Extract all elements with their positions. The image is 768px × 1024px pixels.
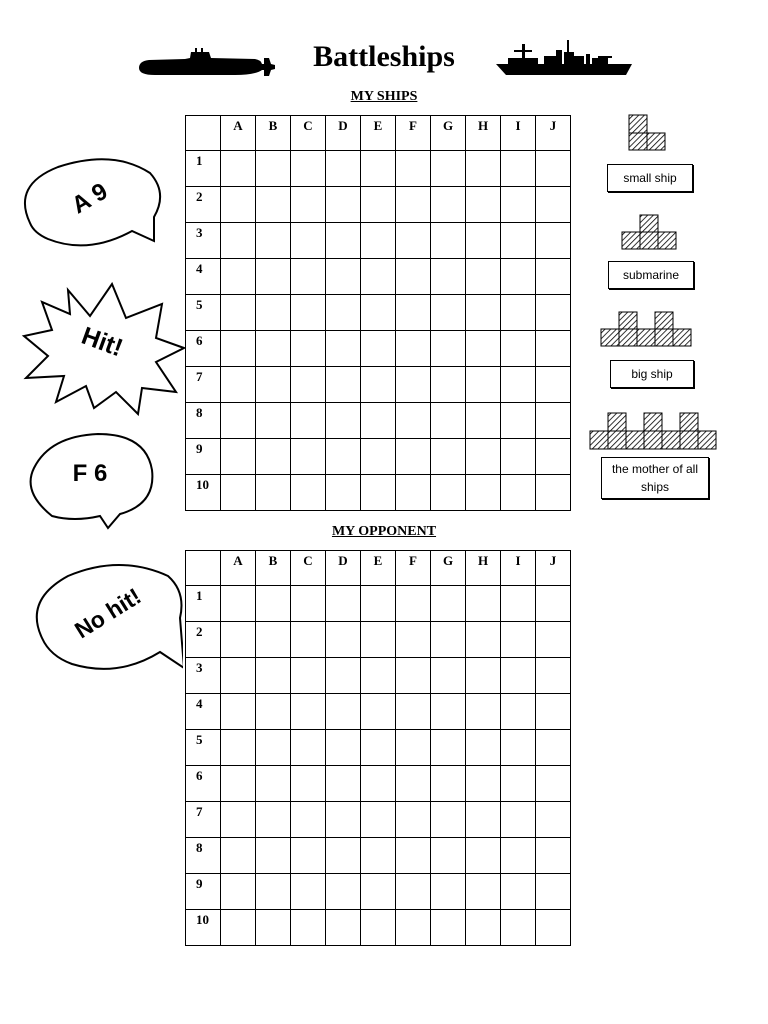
grid-cell-f3[interactable] xyxy=(396,658,431,694)
grid-cell-g2[interactable] xyxy=(431,622,466,658)
grid-cell-e8[interactable] xyxy=(361,838,396,874)
grid-cell-j4[interactable] xyxy=(536,259,571,295)
speech-bubble-f6-text: F 6 xyxy=(72,460,108,487)
grid-cell-a5[interactable] xyxy=(221,295,256,331)
grid-cell-c8[interactable] xyxy=(291,838,326,874)
grid-cell-a7[interactable] xyxy=(221,367,256,403)
starburst-hit-text: Hit! xyxy=(77,321,127,363)
grid-cell-d5[interactable] xyxy=(326,295,361,331)
grid-cell-g3[interactable] xyxy=(431,658,466,694)
grid-cell-c1[interactable] xyxy=(291,586,326,622)
grid-cell-j10[interactable] xyxy=(536,910,571,946)
grid-cell-j5[interactable] xyxy=(536,295,571,331)
grid-cell-i8[interactable] xyxy=(501,403,536,439)
grid-cell-i7[interactable] xyxy=(501,367,536,403)
grid-cell-e5[interactable] xyxy=(361,730,396,766)
grid-cell-a4[interactable] xyxy=(221,694,256,730)
row-header-10: 10 xyxy=(186,475,221,511)
row-header-9: 9 xyxy=(186,874,221,910)
row-header-8: 8 xyxy=(186,838,221,874)
grid-cell-d8[interactable] xyxy=(326,403,361,439)
grid-cell-j3[interactable] xyxy=(536,223,571,259)
grid-cell-c2[interactable] xyxy=(291,187,326,223)
grid-cell-g9[interactable] xyxy=(431,439,466,475)
column-header-a: A xyxy=(221,116,256,151)
grid-cell-g10[interactable] xyxy=(431,910,466,946)
grid-cell-f7[interactable] xyxy=(396,367,431,403)
grid-cell-g8[interactable] xyxy=(431,403,466,439)
warship-icon xyxy=(494,38,634,78)
row-header-5: 5 xyxy=(186,295,221,331)
row-header-2: 2 xyxy=(186,187,221,223)
grid-cell-d1[interactable] xyxy=(326,586,361,622)
grid-cell-b8[interactable] xyxy=(256,838,291,874)
grid-cell-h3[interactable] xyxy=(466,223,501,259)
grid-cell-f5[interactable] xyxy=(396,295,431,331)
grid-corner-cell xyxy=(186,116,221,151)
grid-cell-i4[interactable] xyxy=(501,694,536,730)
my-opponent-grid xyxy=(185,550,571,946)
grid-cell-a3[interactable] xyxy=(221,658,256,694)
grid-cell-i2[interactable] xyxy=(501,622,536,658)
grid-cell-i5[interactable] xyxy=(501,730,536,766)
grid-cell-a6[interactable] xyxy=(221,331,256,367)
grid-cell-g7[interactable] xyxy=(431,367,466,403)
grid-cell-h6[interactable] xyxy=(466,331,501,367)
grid-cell-h4[interactable] xyxy=(466,259,501,295)
grid-cell-c10[interactable] xyxy=(291,910,326,946)
grid-cell-b5[interactable] xyxy=(256,295,291,331)
grid-cell-d8[interactable] xyxy=(326,838,361,874)
grid-cell-h8[interactable] xyxy=(466,403,501,439)
grid-cell-h10[interactable] xyxy=(466,475,501,511)
grid-cell-f5[interactable] xyxy=(396,730,431,766)
grid-cell-f2[interactable] xyxy=(396,622,431,658)
grid-cell-i6[interactable] xyxy=(501,331,536,367)
grid-cell-d3[interactable] xyxy=(326,223,361,259)
grid-cell-d3[interactable] xyxy=(326,658,361,694)
grid-cell-a9[interactable] xyxy=(221,439,256,475)
grid-cell-c9[interactable] xyxy=(291,439,326,475)
grid-cell-e10[interactable] xyxy=(361,475,396,511)
grid-cell-j7[interactable] xyxy=(536,802,571,838)
grid-cell-h4[interactable] xyxy=(466,694,501,730)
grid-cell-h3[interactable] xyxy=(466,658,501,694)
grid-cell-i7[interactable] xyxy=(501,802,536,838)
row-header-3: 3 xyxy=(186,658,221,694)
grid-cell-b9[interactable] xyxy=(256,439,291,475)
grid-cell-h2[interactable] xyxy=(466,622,501,658)
grid-cell-a10[interactable] xyxy=(221,910,256,946)
grid-cell-h1[interactable] xyxy=(466,586,501,622)
column-header-h: H xyxy=(466,551,501,586)
column-header-j: J xyxy=(536,116,571,151)
row-header-8: 8 xyxy=(186,403,221,439)
my-ships-title: MY SHIPS xyxy=(350,89,418,104)
grid-cell-c10[interactable] xyxy=(291,475,326,511)
column-header-j: J xyxy=(536,551,571,586)
grid-cell-b2[interactable] xyxy=(256,622,291,658)
grid-cell-j6[interactable] xyxy=(536,331,571,367)
legend-small-ship: small ship xyxy=(607,164,693,192)
submarine-shape-icon xyxy=(620,214,680,252)
grid-cell-b7[interactable] xyxy=(256,367,291,403)
grid-cell-g10[interactable] xyxy=(431,475,466,511)
column-header-d: D xyxy=(326,116,361,151)
grid-cell-j6[interactable] xyxy=(536,766,571,802)
grid-cell-d4[interactable] xyxy=(326,694,361,730)
grid-cell-h7[interactable] xyxy=(466,367,501,403)
grid-cell-g6[interactable] xyxy=(431,331,466,367)
page-title: Battleships xyxy=(313,40,455,73)
grid-cell-i1[interactable] xyxy=(501,151,536,187)
grid-cell-b6[interactable] xyxy=(256,766,291,802)
grid-cell-d7[interactable] xyxy=(326,802,361,838)
my-ships-grid xyxy=(185,115,571,511)
grid-cell-j2[interactable] xyxy=(536,187,571,223)
grid-cell-g1[interactable] xyxy=(431,151,466,187)
grid-cell-d10[interactable] xyxy=(326,475,361,511)
grid-cell-h1[interactable] xyxy=(466,151,501,187)
grid-cell-d2[interactable] xyxy=(326,622,361,658)
grid-cell-c2[interactable] xyxy=(291,622,326,658)
column-header-h: H xyxy=(466,116,501,151)
speech-bubble-no-hit-text: No hit! xyxy=(69,582,146,644)
small-ship-icon xyxy=(628,114,668,152)
grid-cell-g3[interactable] xyxy=(431,223,466,259)
grid-cell-i6[interactable] xyxy=(501,766,536,802)
grid-cell-e6[interactable] xyxy=(361,331,396,367)
grid-cell-g9[interactable] xyxy=(431,874,466,910)
grid-cell-f1[interactable] xyxy=(396,151,431,187)
mother-ship-icon xyxy=(589,412,721,452)
grid-cell-f10[interactable] xyxy=(396,475,431,511)
grid-cell-h6[interactable] xyxy=(466,766,501,802)
row-header-1: 1 xyxy=(186,586,221,622)
grid-cell-e5[interactable] xyxy=(361,295,396,331)
grid-cell-b5[interactable] xyxy=(256,730,291,766)
column-header-i: I xyxy=(501,116,536,151)
column-header-a: A xyxy=(221,551,256,586)
grid-cell-c5[interactable] xyxy=(291,295,326,331)
grid-cell-b4[interactable] xyxy=(256,259,291,295)
grid-cell-c1[interactable] xyxy=(291,151,326,187)
grid-cell-c7[interactable] xyxy=(291,367,326,403)
grid-cell-i3[interactable] xyxy=(501,223,536,259)
legend-submarine: submarine xyxy=(608,261,694,289)
grid-cell-e9[interactable] xyxy=(361,874,396,910)
grid-cell-f6[interactable] xyxy=(396,331,431,367)
column-header-b: B xyxy=(256,551,291,586)
grid-cell-d9[interactable] xyxy=(326,439,361,475)
grid-cell-a4[interactable] xyxy=(221,259,256,295)
grid-cell-b8[interactable] xyxy=(256,403,291,439)
grid-cell-e2[interactable] xyxy=(361,187,396,223)
grid-cell-d7[interactable] xyxy=(326,367,361,403)
grid-cell-e7[interactable] xyxy=(361,802,396,838)
grid-cell-c3[interactable] xyxy=(291,223,326,259)
grid-cell-i3[interactable] xyxy=(501,658,536,694)
row-header-6: 6 xyxy=(186,766,221,802)
grid-cell-d2[interactable] xyxy=(326,187,361,223)
grid-cell-h5[interactable] xyxy=(466,730,501,766)
grid-cell-j9[interactable] xyxy=(536,874,571,910)
grid-cell-d1[interactable] xyxy=(326,151,361,187)
grid-cell-h10[interactable] xyxy=(466,910,501,946)
grid-cell-i9[interactable] xyxy=(501,439,536,475)
grid-cell-f9[interactable] xyxy=(396,874,431,910)
grid-cell-a3[interactable] xyxy=(221,223,256,259)
grid-cell-f7[interactable] xyxy=(396,802,431,838)
row-header-3: 3 xyxy=(186,223,221,259)
grid-cell-i9[interactable] xyxy=(501,874,536,910)
grid-cell-e4[interactable] xyxy=(361,259,396,295)
grid-cell-c8[interactable] xyxy=(291,403,326,439)
grid-cell-b6[interactable] xyxy=(256,331,291,367)
grid-cell-j2[interactable] xyxy=(536,622,571,658)
grid-cell-g5[interactable] xyxy=(431,295,466,331)
row-header-6: 6 xyxy=(186,331,221,367)
big-ship-icon xyxy=(600,311,696,349)
grid-cell-c9[interactable] xyxy=(291,874,326,910)
grid-cell-b9[interactable] xyxy=(256,874,291,910)
grid-cell-c6[interactable] xyxy=(291,766,326,802)
grid-cell-a6[interactable] xyxy=(221,766,256,802)
column-header-f: F xyxy=(396,551,431,586)
column-header-g: G xyxy=(431,116,466,151)
column-header-c: C xyxy=(291,551,326,586)
grid-cell-f6[interactable] xyxy=(396,766,431,802)
grid-cell-f1[interactable] xyxy=(396,586,431,622)
grid-cell-f8[interactable] xyxy=(396,403,431,439)
grid-cell-h2[interactable] xyxy=(466,187,501,223)
grid-cell-b10[interactable] xyxy=(256,910,291,946)
grid-cell-i10[interactable] xyxy=(501,475,536,511)
grid-cell-g7[interactable] xyxy=(431,802,466,838)
column-header-e: E xyxy=(361,116,396,151)
grid-cell-h5[interactable] xyxy=(466,295,501,331)
grid-cell-j8[interactable] xyxy=(536,403,571,439)
grid-cell-b4[interactable] xyxy=(256,694,291,730)
column-header-b: B xyxy=(256,116,291,151)
grid-cell-b7[interactable] xyxy=(256,802,291,838)
row-header-10: 10 xyxy=(186,910,221,946)
grid-cell-j3[interactable] xyxy=(536,658,571,694)
grid-cell-a2[interactable] xyxy=(221,187,256,223)
grid-cell-b2[interactable] xyxy=(256,187,291,223)
column-header-f: F xyxy=(396,116,431,151)
grid-cell-j4[interactable] xyxy=(536,694,571,730)
grid-cell-j10[interactable] xyxy=(536,475,571,511)
grid-cell-h7[interactable] xyxy=(466,802,501,838)
grid-cell-i5[interactable] xyxy=(501,295,536,331)
grid-cell-j1[interactable] xyxy=(536,151,571,187)
column-header-d: D xyxy=(326,551,361,586)
grid-cell-d6[interactable] xyxy=(326,331,361,367)
column-header-i: I xyxy=(501,551,536,586)
grid-cell-e9[interactable] xyxy=(361,439,396,475)
grid-cell-e6[interactable] xyxy=(361,766,396,802)
row-header-5: 5 xyxy=(186,730,221,766)
grid-cell-b1[interactable] xyxy=(256,586,291,622)
grid-cell-h8[interactable] xyxy=(466,838,501,874)
grid-cell-c3[interactable] xyxy=(291,658,326,694)
my-opponent-title: MY OPPONENT xyxy=(331,524,437,539)
grid-cell-e1[interactable] xyxy=(361,586,396,622)
grid-cell-e10[interactable] xyxy=(361,910,396,946)
grid-cell-j9[interactable] xyxy=(536,439,571,475)
grid-cell-f9[interactable] xyxy=(396,439,431,475)
row-header-1: 1 xyxy=(186,151,221,187)
grid-cell-a5[interactable] xyxy=(221,730,256,766)
legend-big-ship: big ship xyxy=(610,360,694,388)
grid-cell-e1[interactable] xyxy=(361,151,396,187)
grid-cell-d9[interactable] xyxy=(326,874,361,910)
grid-cell-f4[interactable] xyxy=(396,694,431,730)
grid-cell-h9[interactable] xyxy=(466,439,501,475)
grid-corner-cell xyxy=(186,551,221,586)
speech-bubble-a9-text: A 9 xyxy=(67,177,113,220)
grid-cell-i10[interactable] xyxy=(501,910,536,946)
row-header-4: 4 xyxy=(186,259,221,295)
grid-cell-b10[interactable] xyxy=(256,475,291,511)
grid-cell-d6[interactable] xyxy=(326,766,361,802)
grid-cell-a9[interactable] xyxy=(221,874,256,910)
column-header-e: E xyxy=(361,551,396,586)
grid-cell-c7[interactable] xyxy=(291,802,326,838)
grid-cell-a8[interactable] xyxy=(221,403,256,439)
grid-cell-b3[interactable] xyxy=(256,223,291,259)
grid-cell-g1[interactable] xyxy=(431,586,466,622)
grid-cell-e3[interactable] xyxy=(361,658,396,694)
grid-cell-a7[interactable] xyxy=(221,802,256,838)
row-header-7: 7 xyxy=(186,367,221,403)
column-header-c: C xyxy=(291,116,326,151)
grid-cell-e4[interactable] xyxy=(361,694,396,730)
grid-cell-f4[interactable] xyxy=(396,259,431,295)
grid-cell-g8[interactable] xyxy=(431,838,466,874)
column-header-g: G xyxy=(431,551,466,586)
grid-cell-a10[interactable] xyxy=(221,475,256,511)
grid-cell-g2[interactable] xyxy=(431,187,466,223)
grid-cell-j8[interactable] xyxy=(536,838,571,874)
grid-cell-g4[interactable] xyxy=(431,694,466,730)
grid-cell-j7[interactable] xyxy=(536,367,571,403)
grid-cell-e7[interactable] xyxy=(361,367,396,403)
grid-cell-f3[interactable] xyxy=(396,223,431,259)
grid-cell-e3[interactable] xyxy=(361,223,396,259)
row-header-4: 4 xyxy=(186,694,221,730)
grid-cell-c4[interactable] xyxy=(291,259,326,295)
grid-cell-a8[interactable] xyxy=(221,838,256,874)
grid-cell-g5[interactable] xyxy=(431,730,466,766)
row-header-7: 7 xyxy=(186,802,221,838)
grid-cell-f8[interactable] xyxy=(396,838,431,874)
grid-cell-i1[interactable] xyxy=(501,586,536,622)
grid-cell-i8[interactable] xyxy=(501,838,536,874)
grid-cell-i2[interactable] xyxy=(501,187,536,223)
grid-cell-c5[interactable] xyxy=(291,730,326,766)
grid-cell-d10[interactable] xyxy=(326,910,361,946)
legend-mother-ship: the mother of all ships xyxy=(601,457,709,499)
grid-cell-e2[interactable] xyxy=(361,622,396,658)
grid-cell-c6[interactable] xyxy=(291,331,326,367)
grid-cell-j1[interactable] xyxy=(536,586,571,622)
grid-cell-j5[interactable] xyxy=(536,730,571,766)
grid-cell-a1[interactable] xyxy=(221,151,256,187)
grid-cell-b3[interactable] xyxy=(256,658,291,694)
grid-cell-d5[interactable] xyxy=(326,730,361,766)
grid-cell-a1[interactable] xyxy=(221,586,256,622)
grid-cell-a2[interactable] xyxy=(221,622,256,658)
grid-cell-d4[interactable] xyxy=(326,259,361,295)
row-header-9: 9 xyxy=(186,439,221,475)
grid-cell-b1[interactable] xyxy=(256,151,291,187)
grid-cell-g6[interactable] xyxy=(431,766,466,802)
grid-cell-f10[interactable] xyxy=(396,910,431,946)
row-header-2: 2 xyxy=(186,622,221,658)
grid-cell-c4[interactable] xyxy=(291,694,326,730)
grid-cell-e8[interactable] xyxy=(361,403,396,439)
grid-cell-i4[interactable] xyxy=(501,259,536,295)
grid-cell-f2[interactable] xyxy=(396,187,431,223)
grid-cell-h9[interactable] xyxy=(466,874,501,910)
grid-cell-g4[interactable] xyxy=(431,259,466,295)
